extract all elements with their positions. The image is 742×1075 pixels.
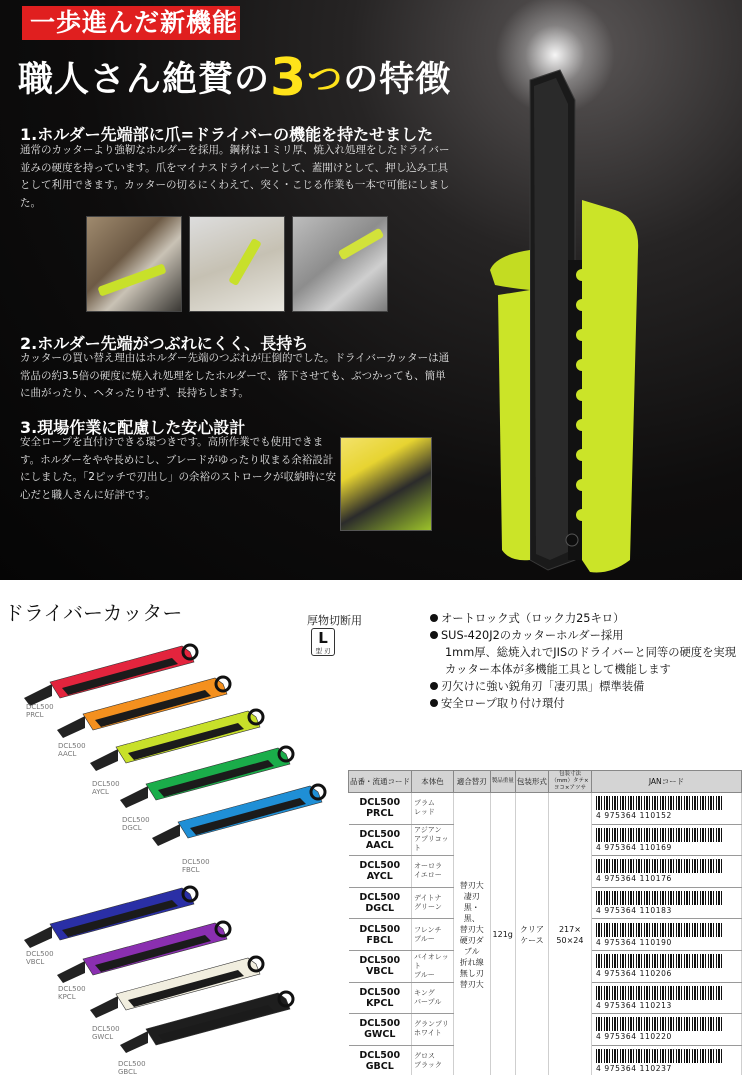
kicker-banner: 一歩進んだ新機能 [22, 6, 240, 40]
photo-can-lid [292, 216, 388, 312]
cutter-variant-label: DCL500 GBCL [118, 1060, 146, 1075]
blade-shape [90, 749, 118, 771]
blade-shape [57, 716, 85, 738]
blade-shape [152, 824, 180, 846]
barcode-icon [596, 891, 724, 905]
blade-type-badge [311, 628, 335, 656]
thick-material-label: 厚物切断用 [307, 614, 362, 627]
cutter-variant-label: DCL500 AYCL [92, 780, 120, 796]
feature-subitem: 1mm厚、総焼入れでJISのドライバーと同等の硬度を実現 [445, 646, 736, 659]
cutter-variant-label: DCL500 PRCL [26, 703, 54, 719]
jan-cell [592, 919, 742, 951]
barcode-icon [596, 986, 724, 1000]
jan-number: 4 975364 110152 [596, 811, 672, 821]
blade-shape [24, 926, 52, 948]
body-color: デイトナ グリーン [412, 887, 454, 919]
barcode-icon [596, 1049, 724, 1063]
cutter-variant-image [118, 985, 298, 1055]
weight-cell: 121g [490, 793, 515, 1075]
section-3-body: 安全ロープを直付けできる環つきです。高所作業でも使用できます。ホルダーをやや長めにし、ブレードがゆったり収まる余裕設計にしました。「2ピッチで刃出し」の余裕のストロークが収納時に安心だと職人さんに好評です。 [20, 436, 337, 501]
product-code: DCL500 KPCL [349, 982, 412, 1014]
body-color: プラム レッド [412, 793, 454, 825]
feature-subitem: カッター本体が多機能工具として機能します [445, 663, 671, 676]
product-code: DCL500 AACL [349, 824, 412, 856]
blade-shape [57, 961, 85, 983]
jan-number: 4 975364 110206 [596, 969, 672, 979]
jan-cell [592, 1014, 742, 1046]
section-1-body: 通常のカッターより強靭なホルダーを採用。鋼材は１ミリ厚、焼入れ処理をしたドライバー並みの硬度を持っています。爪をマイナスドライバーとして、蓋開けとして、押し込み工具として利用できます。カッターの切るにくわえて、突く・こじる作業も一本で可能にしました。 [20, 144, 450, 209]
blade-shape [120, 786, 148, 808]
barcode-icon [596, 859, 724, 873]
feature-item: オートロック式（ロック力25キロ） [430, 610, 736, 627]
section-2-title: 2.ホルダー先端がつぶれにくく、長持ち [20, 334, 309, 353]
photo-prying [86, 216, 182, 312]
jan-cell [592, 856, 742, 888]
jan-cell [592, 793, 742, 825]
jan-cell [592, 1045, 742, 1075]
blade-cell: 替刃大 凄刃黒・黒、 替刃大 硬刃ダブル 折れ線無し刃 替刃大 [454, 793, 491, 1075]
cutter-variant-label: DCL500 VBCL [26, 950, 54, 966]
product-code: DCL500 FBCL [349, 919, 412, 951]
jan-number: 4 975364 110176 [596, 874, 672, 884]
product-code: DCL500 GWCL [349, 1014, 412, 1046]
cutter-variant-label: DCL500 DGCL [122, 816, 150, 832]
body-color: バイオレット ブルー [412, 950, 454, 982]
header-jan: JANコード [592, 771, 742, 793]
cutter-variant-label: DCL500 AACL [58, 742, 86, 758]
product-code: DCL500 AYCL [349, 856, 412, 888]
body-color: アジアン アプリコット [412, 824, 454, 856]
section-1-title: 1.ホルダー先端部に爪=ドライバーの機能を持たせました [20, 125, 434, 144]
product-code: DCL500 VBCL [349, 950, 412, 982]
feature-item: SUS-420J2のカッターホルダー採用 [430, 627, 736, 644]
size-cell: 217× 50×24 [548, 793, 591, 1075]
barcode-icon [596, 828, 724, 842]
header-package: 包装形式 [515, 771, 548, 793]
jan-number: 4 975364 110169 [596, 842, 672, 852]
barcode-icon [596, 923, 724, 937]
jan-number: 4 975364 110183 [596, 906, 672, 916]
bullet-icon [430, 682, 438, 690]
headline-tsu: つ [307, 59, 344, 100]
cutter-variant-image [150, 778, 330, 848]
headline-pre: 職人さん絶賛の [18, 59, 271, 100]
jan-number: 4 975364 110220 [596, 1032, 672, 1042]
header-blade: 適合替刃 [454, 771, 491, 793]
table-header-row [349, 771, 742, 793]
spec-table [348, 770, 742, 1075]
product-code: DCL500 DGCL [349, 887, 412, 919]
feature-photos [86, 216, 430, 312]
jan-cell [592, 887, 742, 919]
body-color: オーロラ イエロー [412, 856, 454, 888]
body-color: グロス ブラック [412, 1045, 454, 1075]
headline-number: 3 [270, 48, 308, 108]
section-2-body: カッターの買い替え理由はホルダー先端のつぶれが圧倒的でした。ドライバーカッターは通常品の約3.5倍の硬度に焼入れ処理をしたホルダーで、落下させても、ぶつかっても、簡単に曲がったり、ヘタったりせず、長持ちします。 [20, 352, 450, 399]
cutter-variant-label: DCL500 FBCL [182, 858, 210, 874]
jan-cell [592, 824, 742, 856]
barcode-icon [596, 1017, 724, 1031]
jan-cell [592, 982, 742, 1014]
product-code: DCL500 GBCL [349, 1045, 412, 1075]
badge-sub: 型 刃 [315, 647, 331, 655]
feature-list [430, 610, 736, 712]
header-color: 本体色 [412, 771, 454, 793]
blade-shape [90, 996, 118, 1018]
body-color: キング パープル [412, 982, 454, 1014]
barcode-icon [596, 954, 724, 968]
headline-post: の特徴 [343, 59, 452, 100]
bullet-icon [430, 631, 438, 639]
product-code: DCL500 PRCL [349, 793, 412, 825]
cutter-variant-label: DCL500 KPCL [58, 985, 86, 1001]
header-weight: 製品重量 [490, 771, 515, 793]
header-size: 包装寸法（mm）タテ×ヨコ×アツサ [548, 771, 591, 793]
table-row [349, 793, 742, 825]
header-code: 品番・流通コード [349, 771, 412, 793]
body-color: フレンチ ブルー [412, 919, 454, 951]
cutter-variant-label: DCL500 GWCL [92, 1025, 120, 1041]
section-3-title: 3.現場作業に配慮した安心設計 [20, 418, 246, 437]
blade-shape [120, 1031, 148, 1053]
bullet-icon [430, 699, 438, 707]
page-headline [18, 48, 451, 108]
feature-item: 安全ロープ取り付け環付 [430, 695, 736, 712]
photo-ceiling [189, 216, 285, 312]
package-cell: クリア ケース [515, 793, 548, 1075]
jan-number: 4 975364 110237 [596, 1064, 672, 1074]
jan-number: 4 975364 110190 [596, 937, 672, 947]
jan-cell [592, 950, 742, 982]
cutter-hero-image [470, 60, 670, 580]
product-title: ドライバーカッター [4, 601, 183, 625]
bullet-icon [430, 614, 438, 622]
badge-letter: L [318, 629, 328, 647]
body-color: グランプリ ホワイト [412, 1014, 454, 1046]
jan-number: 4 975364 110213 [596, 1000, 672, 1010]
feature-item: 刃欠けに強い鋭角刃「凄刃黒」標準装備 [430, 678, 736, 695]
barcode-icon [596, 796, 724, 810]
photo-safety-rope [340, 437, 432, 531]
